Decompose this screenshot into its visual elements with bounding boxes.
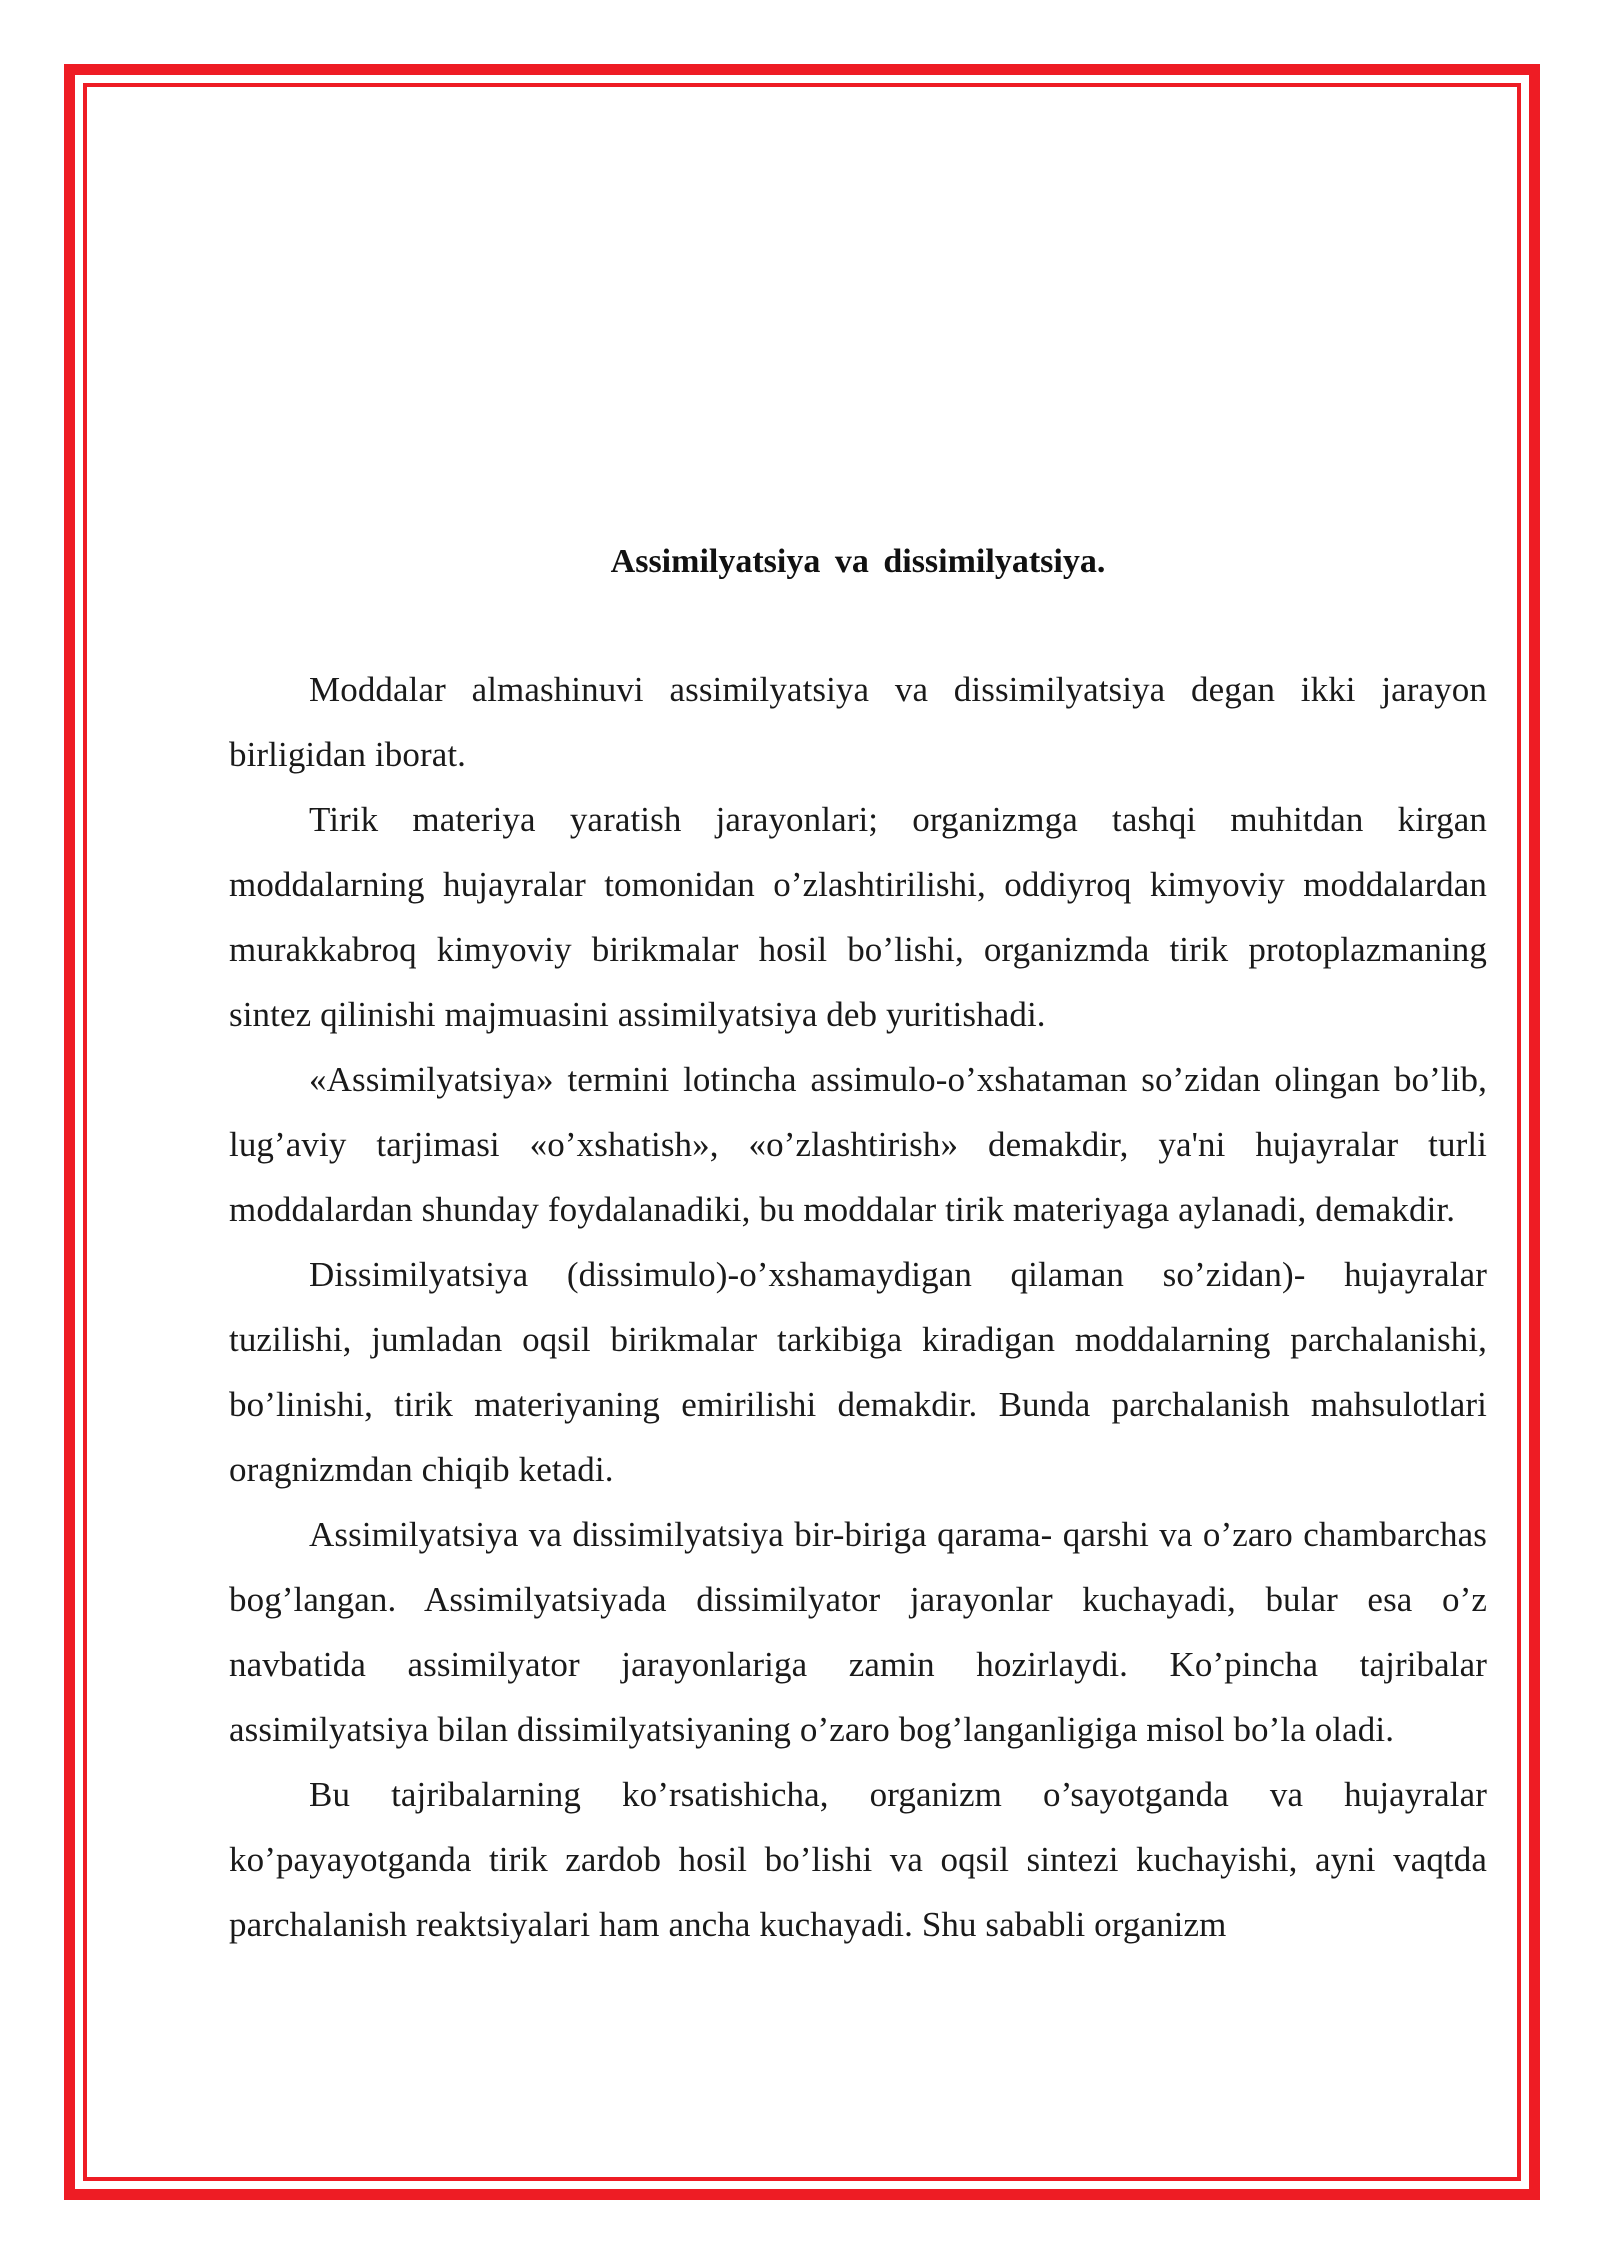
paragraph-4: Dissimilyatsiya (dissimulo)-o’xshamaydigan qilaman so’zidan)- hujayralar tuzilishi, jumladan oqsil birikmalar tarkibiga kiradigan moddalarning parchalanishi, bo’linishi, tirik materiyaning emirilishi demakdir. Bunda parchalanish mahsulotlari oragnizmdan chiqib ketadi.: [229, 1255, 1487, 1489]
paragraph-1: Moddalar almashinuvi assimilyatsiya va dissimilyatsiya degan ikki jarayon birligidan iborat.: [229, 670, 1487, 774]
paragraph-3: «Assimilyatsiya» termini lotincha assimulo-o’xshataman so’zidan olingan bo’lib, lug’aviy tarjimasi «o’xshatish», «o’zlashtirish» demakdir, ya'ni hujayralar turli moddalardan shunday foydalanadiki, bu moddalar tirik materiyaga aylanadi, demakdir.: [229, 1060, 1487, 1229]
document-body: [229, 540, 1487, 1957]
paragraph-6: Bu tajribalarning ko’rsatishicha, organizm o’sayotganda va hujayralar ko’payayotganda tirik zardob hosil bo’lishi va oqsil sintezi kuchayishi, ayni vaqtda parchalanish reaktsiyalari ham ancha kuchayadi. Shu sababli organizm: [229, 1775, 1487, 1944]
paragraph-5: Assimilyatsiya va dissimilyatsiya bir-biriga qarama- qarshi va o’zaro chambarchas bog’langan. Assimilyatsiyada dissimilyator jarayonlar kuchayadi, bular esa o’z navbatida assimilyator jarayonlariga zamin hozirlaydi. Ko’pincha tajribalar assimilyatsiya bilan dissimilyatsiyaning o’zaro bog’langanligiga misol bo’la oladi.: [229, 1515, 1487, 1749]
paragraph-2: Tirik materiya yaratish jarayonlari; organizmga tashqi muhitdan kirgan moddalarning hujayralar tomonidan o’zlashtirilishi, oddiyroq kimyoviy moddalardan murakkabroq kimyoviy birikmalar hosil bo’lishi, organizmda tirik protoplazmaning sintez qilinishi majmuasini assimilyatsiya deb yuritishadi.: [229, 800, 1487, 1034]
document-title: Assimilyatsiya va dissimilyatsiya.: [610, 543, 1106, 580]
